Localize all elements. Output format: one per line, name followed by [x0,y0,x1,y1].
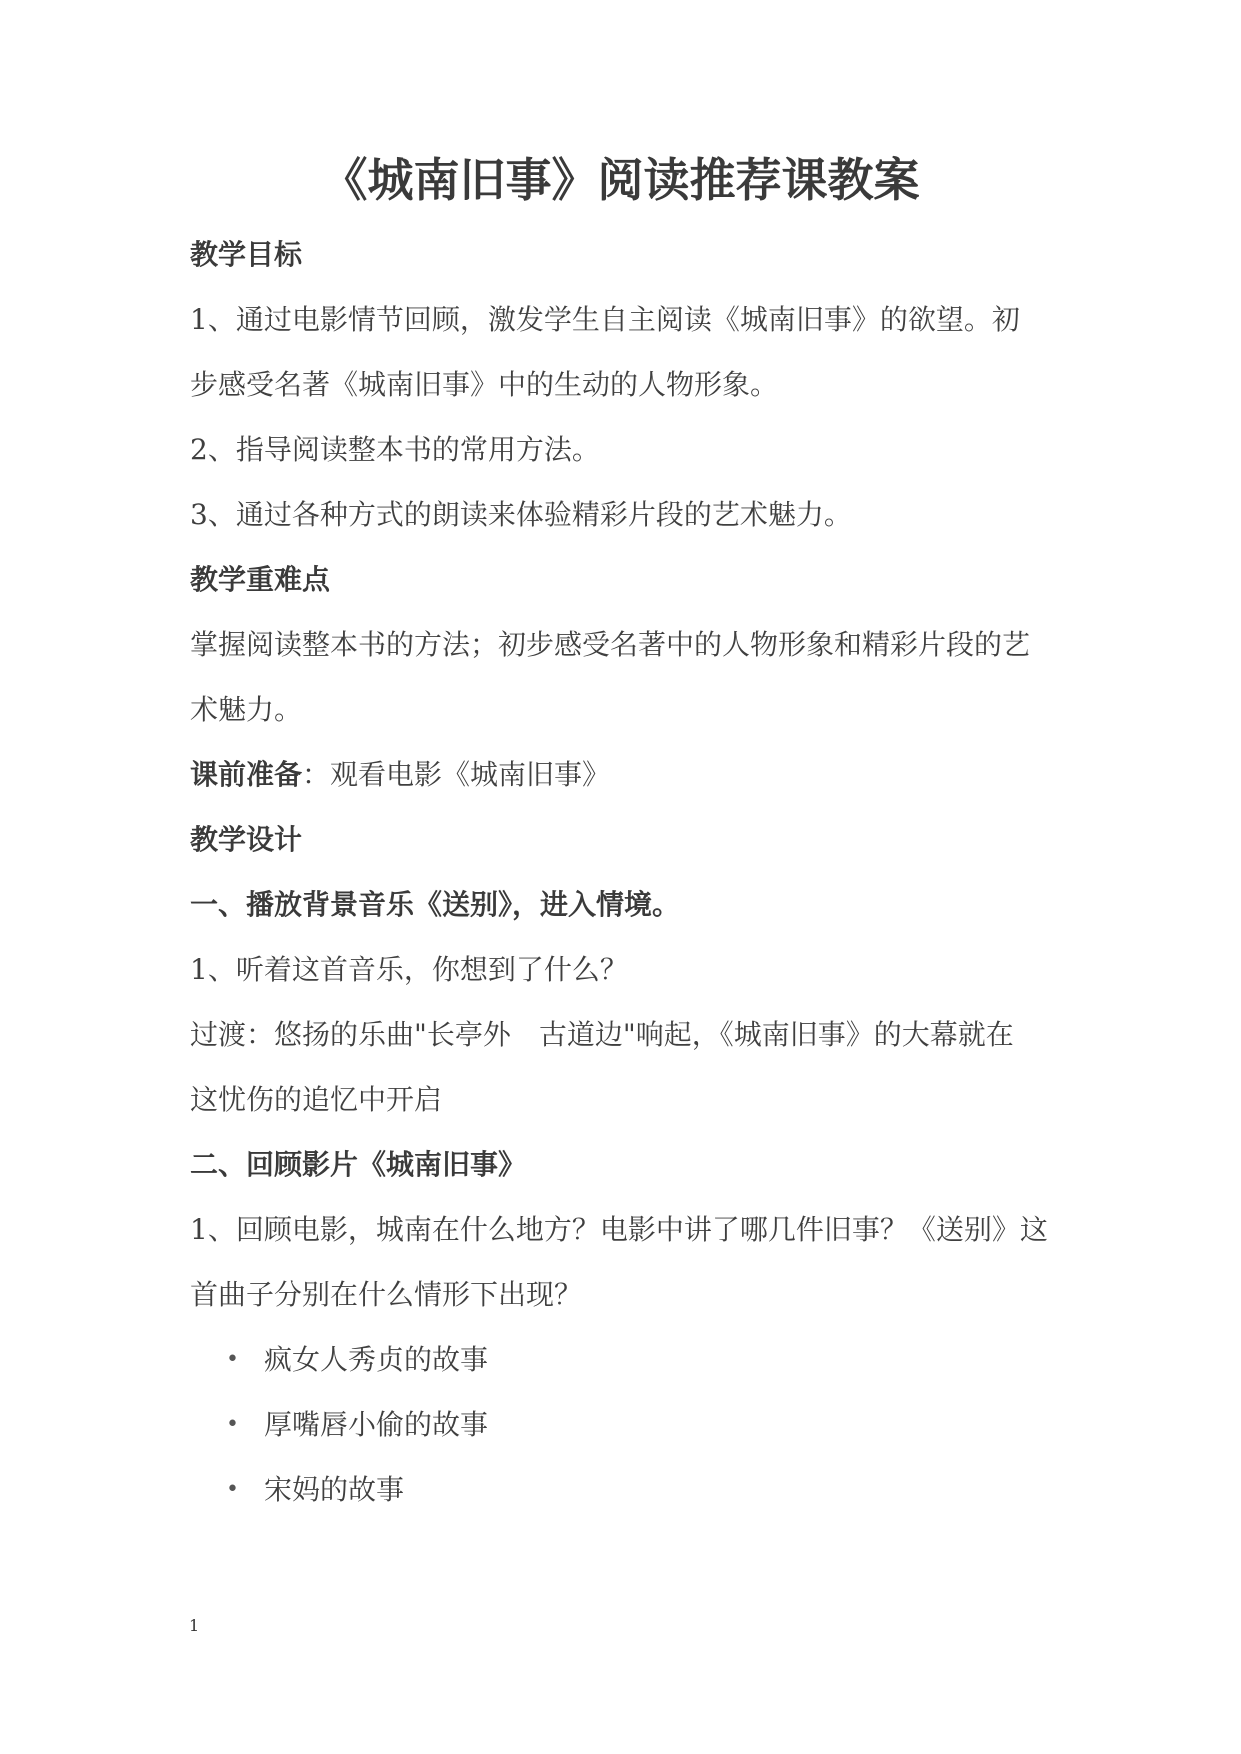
transition-line-2: 这忧伤的追忆中开启 [190,1083,443,1116]
objective-1-line-1: 1、通过电影情节回顾，激发学生自主阅读《城南旧事》的欲望。初 [190,303,1020,336]
list-item [190,1327,1060,1392]
page-number: 1 [189,1616,200,1635]
list-item [190,1392,1060,1457]
design-heading: 教学设计 [190,823,303,856]
part-1-question-1: 1、听着这首音乐，你想到了什么？ [190,953,628,986]
key-points-line-1: 掌握阅读整本书的方法；初步感受名著中的人物形象和精彩片段的艺 [190,628,1031,661]
objective-1-line-2: 步感受名著《城南旧事》中的生动的人物形象。 [190,368,779,401]
story-title: 疯女人秀贞的故事 [264,1343,489,1376]
objective-3: 3、通过各种方式的朗读来体验精彩片段的艺术魅力。 [190,498,852,531]
part-2-question-1-line-2: 首曲子分别在什么情形下出现？ [190,1278,583,1311]
part-2-question-1-line-1: 1、回顾电影，城南在什么地方？电影中讲了哪几件旧事？《送别》这 [190,1213,1048,1246]
objectives-heading: 教学目标 [190,238,303,271]
objective-2: 2、指导阅读整本书的常用方法。 [190,433,600,466]
bullet-icon: • [226,1347,239,1372]
part-2-heading: 二、回顾影片《城南旧事》 [190,1148,527,1181]
transition-line-1: 过渡：悠扬的乐曲"长亭外 古道边"响起，《城南旧事》的大幕就在 [190,1018,1014,1051]
list-item [190,1457,1060,1522]
bullet-icon: • [226,1412,239,1437]
key-points-heading: 教学重难点 [190,563,331,596]
story-list [190,1327,1060,1522]
preparation-text: ：观看电影《城南旧事》 [302,758,611,791]
preparation-label: 课前准备 [190,758,303,791]
key-points-line-2: 术魅力。 [190,693,303,726]
part-1-heading: 一、播放背景音乐《送别》，进入情境。 [190,888,681,921]
preparation-line [190,742,1060,807]
story-title: 厚嘴唇小偷的故事 [264,1408,489,1441]
bullet-icon: • [226,1477,239,1502]
story-title: 宋妈的故事 [264,1473,405,1506]
document-body [190,222,1060,1522]
page-title: 《城南旧事》阅读推荐课教案 [321,153,920,207]
